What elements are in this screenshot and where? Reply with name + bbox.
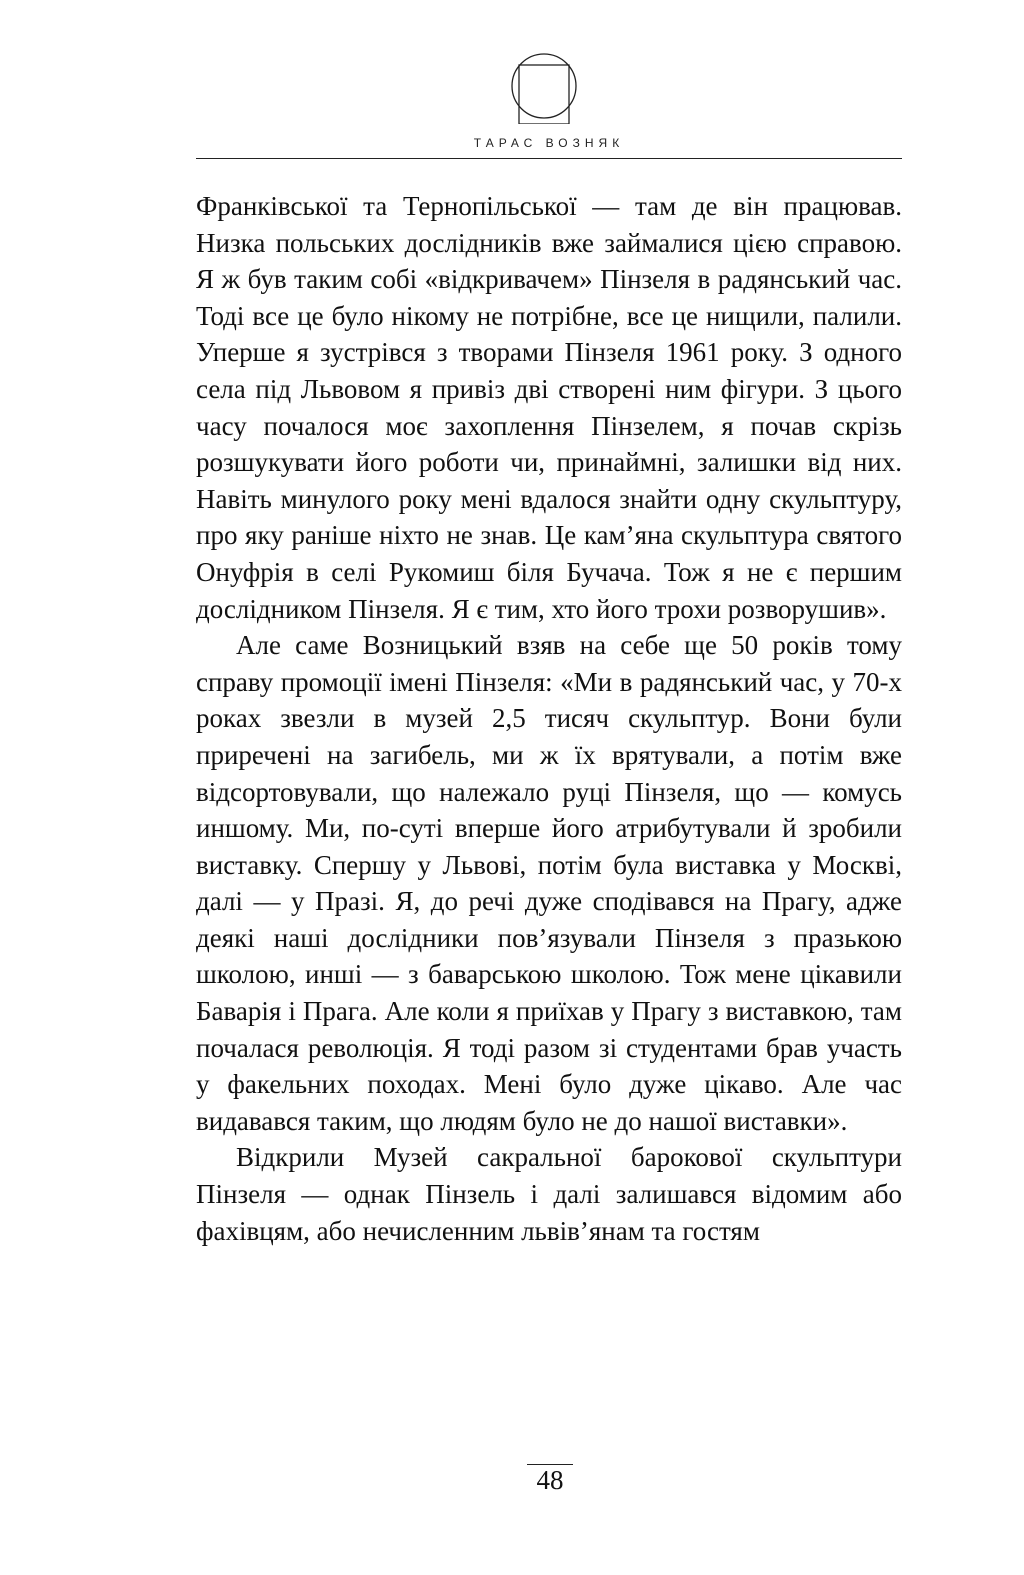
- circle-square-logo-icon: [511, 48, 577, 124]
- paragraph: Але саме Возницький взяв на себе ще 50 років тому справу промоції імені Пінзеля: «Ми в радянський час, у 70-х роках звезли в музей 2,5 тисяч скульптур. Вони були приречені на загибель, ми ж їх врятували, а потім вже відсортовували, що належало руці Пінзеля, що — комусь иншому. Ми, по-суті вперше його атрибутували й зробили виставку. Спершу у Львові, потім була виставка у Москві, далі — у Празі. Я, до речі дуже сподівався на Прагу, адже деякі наші дослідники пов’язували Пінзеля з празькою школою, инші — з баварською школою. Тож мене цікавили Баварія і Прага. Але коли я приїхав у Прагу з виставкою, там почалася революція. Я тоді разом зі студентами брав участь у факельних походах. Мені було дуже цікаво. Але час видавався таким, що людям було не до нашої виставки».: [196, 630, 902, 1136]
- page-number: 48: [536, 1465, 564, 1495]
- running-header-title: ТАРАС ВОЗНЯК: [473, 136, 625, 150]
- page-body-text: [196, 188, 902, 1249]
- paragraph-continued: Франківської та Тернопільської — там де він працював. Низка польських дослідників вже займалися цією справою. Я ж був таким собі «відкривачем» Пінзеля в радянський час. Тоді все це було нікому не потрібне, все це нищили, палили. Уперше я зустрівся з творами Пінзеля 1961 року. З одного села під Львовом я привіз дві створені ним фігури. З цього часу почалося моє захоплення Пінзелем, я почав скрізь розшукувати його роботи чи, принаймні, залишки від них. Навіть минулого року мені вдалося знайти одну скульптуру, про яку раніше ніхто не знав. Це кам’яна скульптура святого Онуфрія в селі Рукомиш біля Бучача. Тож я не є першим дослідником Пінзеля. Я є тим, хто його трохи розворушив».: [196, 191, 902, 624]
- paragraph: Відкрили Музей сакральної барокової скульптури Пінзеля — однак Пінзель і далі залишався відомим або фахівцям, або нечисленним львів’янам та гостям: [196, 1142, 902, 1246]
- header-divider: [196, 158, 902, 159]
